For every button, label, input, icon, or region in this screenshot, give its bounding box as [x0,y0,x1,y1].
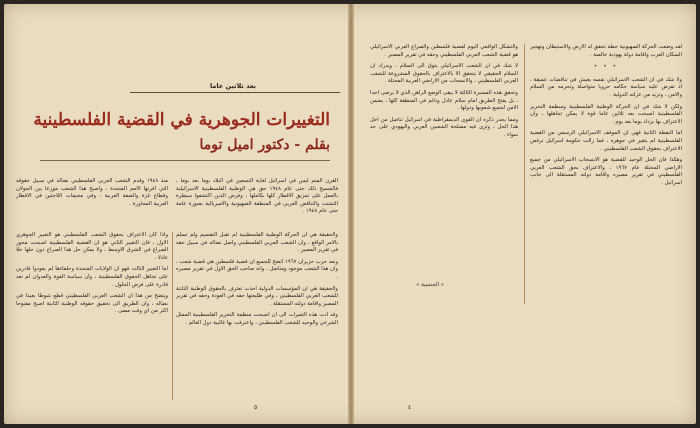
article-end-mark: « الجنسية » [416,282,445,288]
column-divider [524,44,525,304]
column-divider [172,232,173,400]
paragraph: وقد ادت هذه التغيرات الى ان اصبحت منظمة التحرير الفلسطينية الممثل الشرعي والوحيد للشعب الفلسطيني ، واعترفت بها غالبية دول العالم . [176,312,338,326]
magazine-spread [4,4,696,424]
article-headline: التغييرات الجوهرية في القضية الفلسطينية [33,110,330,130]
paragraph: ومما يجدر ذكره ان القوى الديمقراطية في اسرائيل تناضل من اجل هذا الحل ، وترى فيه مصلحة الشعبين العربي واليهودي على حد سواء . [370,116,518,138]
paragraph: وهكذا فان الحل الوحيد للقضية هو الانسحاب الاسرائيلي من جميع الاراضي المحتلة عام ١٩٦٧ ، والاعتراف بحق الشعب العربي الفلسطيني في تقرير مصيره واقامة دولته المستقلة الى جانب اسرائيل . [530,157,682,186]
page-number: ٤ [408,404,412,411]
paragraph: القرن المتم ليس في اسرائيل لغاية التسعين في البلاد يوما بعد يوما ، فالمسيح ذلك حتى عام ١٩٤٨ حق هي الوطنية الفلسطينية الاسرائيلية بالعمل على تمزيق الاقطار كلها بكاملها ، وفرض الذين اكتشفوا سيطرة التشتت والتناقض العربي في المنطقة الصهيونية والامبريالية بصورة عامة حتى عام ١٩٤٨ . [176,178,338,215]
book-spine [348,4,354,424]
paragraph: وتحقق هذه المسيرة الثالثة لا يبقى الوضع الراهن الذي لا يرضى احدا ، بل يفتح الطريق امام سلام عادل ودائم في المنطقة كلها ، يضمن الامن لجميع شعوبها ودولها . [370,89,518,112]
article-byline: بقلم - دكتور اميل توما [199,137,330,153]
paragraph: ويتضح من هذا ان الشعب العربي الفلسطيني قطع شوطا بعيدا في نضاله ، وان الطريق الى تحقيق حقوقه الوطنية الثابتة اصبح مفتوحا اكثر من اي وقت مضى . [16,293,168,315]
paragraph: لقد وضعت الحركة الصهيونية خطة تحقق له الارض والاستيطان وتهجير السكان العرب واقامة دولة يهودية خالصة . [530,44,682,58]
paragraph: لا شك في ان الشعب الاسرائيلي يتوق الى السلام ، ويدرك ان السلام الحقيقي لا يتحقق الا بالاعتراف بالحقوق المشروعة للشعب العربي الفلسطيني ، والانسحاب من الاراضي العربية المحتلة . [370,63,518,85]
paragraph: اما التغيير الثالث فهو ان الولايات المتحدة وحلفاءها لم يعودوا قادرين على تجاهل الحقوق الفلسطينية ، وان سياسة القوة والعدوان لم تعد قادرة على فرض الحلول . [16,266,168,288]
left-page-column-left [16,232,168,402]
left-page-column-left-top [16,178,168,224]
paragraph: والحقيقة هي ان المؤسسات الدولية اخذت تعترف بالحقوق الوطنية الثابتة للشعب العربي الفلسطيني ، وفي طليعتها حقه في العودة وحقه في تقرير المصير واقامة دولته المستقلة . [176,285,338,307]
article-subtitle: بعد ثلاثين عاما [209,82,256,90]
right-page-column-left [370,44,518,274]
paragraph: واذا كان الاعتراف بحقوق الشعب الفلسطيني هو التغيير الجوهري الاول ، فان التغيير الثاني هو ان القضية الفلسطينية اصبحت محور الصراع في الشرق الاوسط ، ولا يمكن حل هذا الصراع دون حلها حلا عادلا . [16,232,168,261]
subtitle-rule [130,92,340,93]
paragraph: اما النقطة الثانية فهي ان الموقف الاسرائيلي الرسمي من القضية الفلسطينية لم يتغير في جوهره ، فما زالت حكومة اسرائيل ترفض الاعتراف بحقوق الشعب الفلسطيني . [530,130,682,152]
paragraph: ولكن لا شك في ان الحركة الوطنية الفلسطينية ومنظمة التحرير الفلسطينية اصبحت بعد ثلاثين عاما قوة لا يمكن تجاهلها ، وان الاعتراف بها يزداد يوما بعد يوم . [530,103,682,125]
left-page-column-right [176,232,338,402]
title-rule [40,160,330,161]
left-page-column-right-top [176,178,338,224]
left-page [10,10,346,418]
paragraph: والتشكل الواقعي اليوم لقضية فلسطين والصراع العربي الاسرائيلي هو قضية الشعب العربي الفلسطيني وحقه في تقرير المصير . [370,44,518,58]
paragraph: منذ ١٩٤٨ وقدم الشعب العربي الفلسطيني نضاله في سبيل حقوقه التي اقرتها الامم المتحدة ، واصبح هذا الشعب موزعا بين الجولان وقطاع غزة والضفة الغربية ، وفي مخيمات اللاجئين في الاقطار العربية المجاورة . [16,178,168,207]
paragraph: ولا شك في ان الشعب الاسرائيلي نفسه يعيش في تناقضات عميقة ، اذ تفرض عليه سياسة حكامه حروبا متواصلة وتحرمه من السلام والامن ، وتزيد من عزلته الدولية . [530,76,682,98]
section-separator: • • • [593,63,619,71]
right-page-column-right [530,44,682,400]
paragraph: وبعد حرب حزيران ١٩٦٧ اتضح للجميع ان قضية فلسطين هي قضية شعب ، وان هذا الشعب موجود ومناضل ، وانه صاحب الحق الاول في تقرير مصيره . [176,258,338,280]
paragraph: والحقيقة هي ان الحركة الوطنية الفلسطينية لم تقبل التقسيم ولم تسلم بالامر الواقع ، وان الشعب العربي الفلسطيني واصل نضاله في سبيل حقه في تقرير المصير . [176,232,338,254]
right-page [356,10,690,418]
page-number: ٥ [254,404,258,411]
